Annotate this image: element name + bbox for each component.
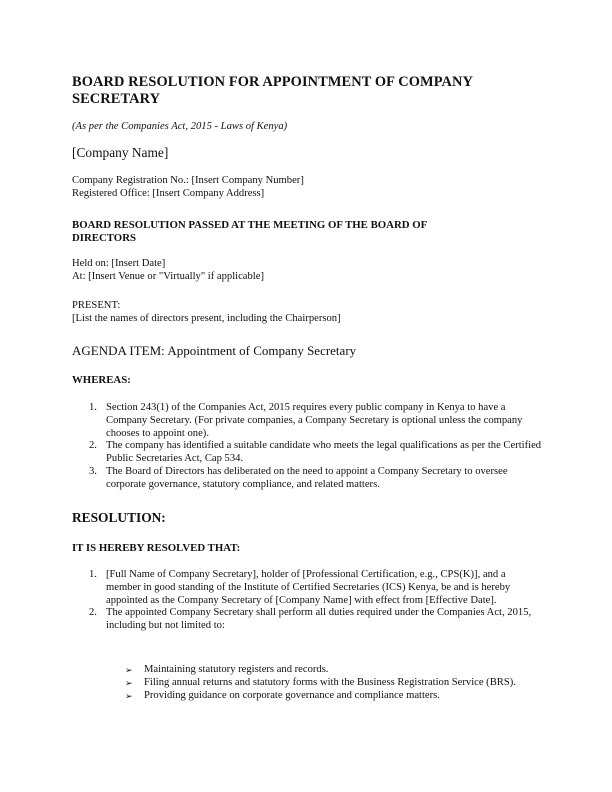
registered-office: Registered Office: [Insert Company Address] bbox=[72, 187, 265, 199]
arrow-bullet-icon: ➢ bbox=[125, 677, 133, 688]
resolved-heading: IT IS HEREBY RESOLVED THAT: bbox=[72, 542, 241, 554]
list-number: 1. bbox=[89, 402, 97, 413]
list-item bbox=[72, 569, 542, 607]
meeting-heading: BOARD RESOLUTION PASSED AT THE MEETING OF THE BOARD OF DIRECTORS bbox=[72, 219, 427, 244]
present-label: PRESENT: bbox=[72, 300, 121, 311]
list-item bbox=[72, 664, 542, 677]
list-item bbox=[72, 440, 542, 466]
arrow-bullet-icon: ➢ bbox=[125, 665, 133, 675]
whereas-list bbox=[72, 402, 542, 492]
list-item bbox=[72, 466, 542, 492]
registration-number: Company Registration No.: [Insert Company Number] bbox=[72, 175, 304, 186]
list-item bbox=[72, 690, 542, 703]
company-name: [Company Name] bbox=[72, 145, 169, 160]
list-number: 2. bbox=[89, 440, 97, 452]
meeting-date: Held on: [Insert Date] bbox=[72, 258, 166, 269]
present-list: [List the names of directors present, including the Chairperson] bbox=[72, 312, 341, 324]
present-section bbox=[72, 300, 341, 326]
list-text: The company has identified a suitable candidate who meets the legal qualifications as per the Certified Public Secretaries Act, Cap 534. bbox=[106, 440, 542, 465]
list-number: 3. bbox=[89, 465, 97, 477]
arrow-bullet-icon: ➢ bbox=[125, 690, 133, 701]
meeting-venue: At: [Insert Venue or "Virtually" if applicable] bbox=[72, 270, 264, 282]
list-text: Maintaining statutory registers and records. bbox=[144, 664, 329, 675]
agenda-item: AGENDA ITEM: Appointment of Company Secretary bbox=[72, 343, 357, 358]
document-title: BOARD RESOLUTION FOR APPOINTMENT OF COMPANY SECRETARY bbox=[72, 74, 473, 107]
resolved-list bbox=[72, 569, 542, 633]
list-text: [Full Name of Company Secretary], holder of [Professional Certification, e.g., CPS(K)], and a member in good standing of the Institute of Certified Secretaries (ICS) Kenya, be and is hereby appointed as the Company Secretary of [Company Name] with effect from [Effective Date]. bbox=[106, 569, 511, 606]
list-text: The appointed Company Secretary shall perform all duties required under the Companies Act, 2015, including but not limited to: bbox=[106, 607, 532, 632]
list-item bbox=[72, 607, 542, 633]
list-number: 2. bbox=[89, 607, 97, 619]
list-text: The Board of Directors has deliberated on the need to appoint a Company Secretary to oversee corporate governance, statutory compliance, and related matters. bbox=[106, 465, 508, 490]
document-subtitle: (As per the Companies Act, 2015 - Laws of Kenya) bbox=[72, 121, 288, 132]
meeting-details bbox=[72, 258, 264, 284]
list-text: Providing guidance on corporate governance and compliance matters. bbox=[144, 689, 440, 701]
list-number: 1. bbox=[89, 569, 97, 580]
whereas-heading: WHEREAS: bbox=[72, 374, 131, 386]
list-text: Section 243(1) of the Companies Act, 2015 requires every public company in Kenya to have a Company Secretary. (For private companies, a Company Secretary is optional unless the company chooses to appoint one). bbox=[106, 402, 523, 439]
list-item bbox=[72, 402, 542, 440]
resolution-heading: RESOLUTION: bbox=[72, 510, 166, 525]
company-details bbox=[72, 175, 304, 201]
duties-list bbox=[72, 664, 542, 702]
list-text: Filing annual returns and statutory forms with the Business Registration Service (BRS). bbox=[144, 676, 516, 688]
list-item bbox=[72, 677, 542, 690]
